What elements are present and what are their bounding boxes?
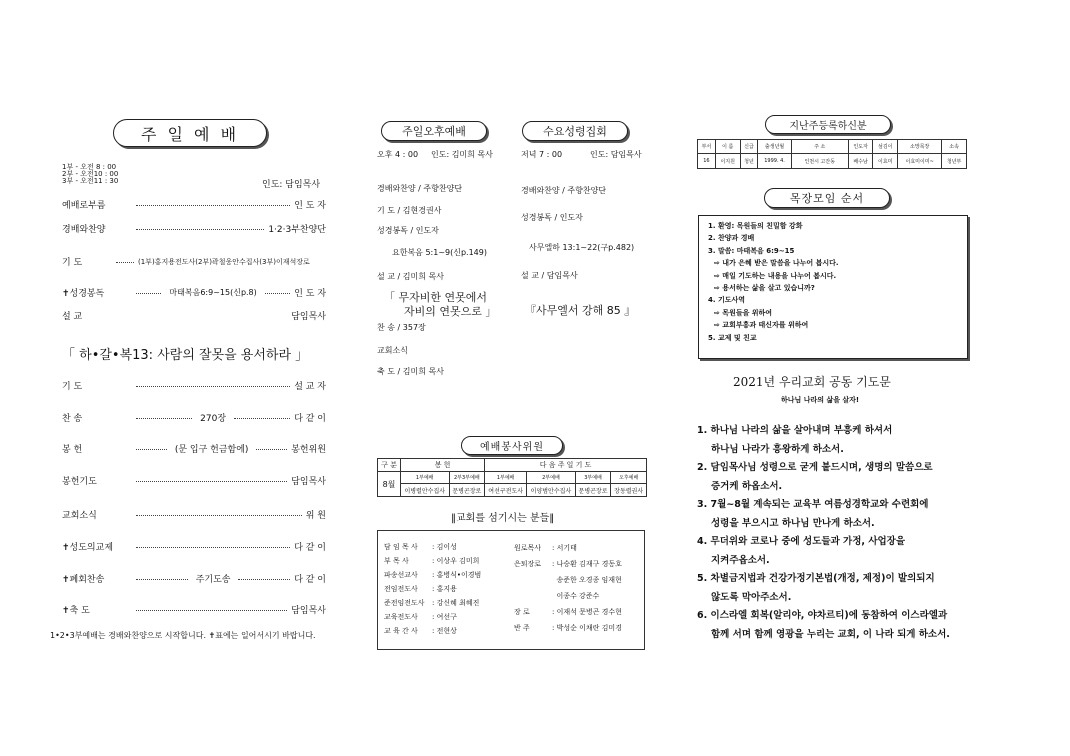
table-cell: 인천시 고잔동	[791, 154, 848, 169]
staff-names: 여선구	[436, 613, 457, 621]
service-time-3: 3부 - 오전11 : 30	[62, 177, 119, 185]
order-right: 담임목사	[291, 477, 326, 487]
staff-role: 담 임 목 사	[384, 543, 418, 551]
afternoon-leader: 인도: 김미희 목사	[431, 150, 493, 159]
newcomer-title: 지난주등록하신분	[789, 121, 867, 132]
order-item	[62, 572, 326, 585]
order-item	[62, 222, 326, 235]
prayer-line: 함께 서며 함께 영광을 누리는 교회, 이 나라 되게 하소서.	[711, 628, 950, 640]
order-item	[62, 540, 326, 553]
table-cell: 이효미이미~	[898, 154, 942, 169]
table-cell: 16	[698, 154, 716, 169]
prayer-line: 1. 하나님 나라의 삶을 살아내며 부흥케 하셔서	[697, 425, 893, 436]
service-time-2: 2부 - 오전10 : 00	[62, 170, 119, 178]
service-committee-title: 예배봉사위원	[480, 442, 544, 453]
order-label: 봉헌기도	[62, 477, 97, 487]
table-header: 다 음 주 일 기 도	[485, 459, 647, 472]
order-mid: (1부)홍지용전도사(2부)곽철웅안수집사(3부)이재석장로	[138, 257, 310, 266]
table-cell: 이지원	[715, 154, 740, 169]
staff-row: 부 목 사 : 이상우 김미희	[384, 554, 481, 568]
cell-item: ⇨ 용서하는 삶을 살고 있습니까?	[714, 284, 815, 293]
table-cell: 이병렬안수집사	[401, 484, 450, 497]
staff-row: 장 로 : 이재석 문병곤 경수현	[514, 604, 622, 620]
staff-row: 교 육 간 사 : 전현상	[384, 624, 481, 638]
cell-item: 5. 교제 및 친교	[708, 333, 757, 342]
order-label: 설 교	[62, 312, 83, 322]
table-header: 소망목장	[898, 140, 942, 154]
cell-item: 3. 말씀: 마태복음 6:9~15	[708, 246, 795, 255]
table-header: 구 분	[378, 459, 401, 472]
cell-meeting-box	[698, 215, 968, 359]
order-right: 다 같 이	[294, 414, 326, 424]
staff-role: 부 목 사	[384, 557, 409, 565]
cell-item: 4. 기도사역	[708, 296, 746, 305]
staff-row: 파송선교사 : 홍병식•이경범	[384, 568, 481, 582]
order-right: 1·2·3부찬양단	[268, 225, 326, 235]
staff-names: 박성순 이채란 김미경	[556, 624, 622, 632]
table-header: 섬김이	[873, 140, 898, 154]
staff-row	[514, 588, 622, 604]
prayer-line: 증거케 하옵소서.	[711, 480, 783, 492]
prayer-line: 6. 이스라엘 회복(알리야, 야차르티)에 동참하여 이스라엘과	[697, 610, 948, 621]
order-right: 위 원	[305, 511, 326, 521]
afternoon-item: 축 도 / 김미희 목사	[377, 367, 444, 376]
wednesday-scripture: 사무엘하 13:1~22(구p.482)	[529, 243, 635, 252]
prayer-line: 성령을 부으시고 하나님 만나게 하소서.	[711, 517, 875, 529]
staff-names: 전현상	[436, 627, 457, 635]
staff-names: 홍지용	[436, 585, 457, 593]
cell-meeting-title-box	[764, 188, 890, 208]
order-item	[62, 442, 326, 455]
staff-role: 교육전도사	[384, 613, 418, 621]
table-cell: 이효미	[873, 154, 898, 169]
prayer-list	[697, 422, 950, 644]
staff-role: 원로목사	[514, 544, 542, 552]
cell-meeting-title: 목장모임 순서	[789, 192, 865, 205]
afternoon-item: 성경봉독 / 인도자	[377, 226, 439, 235]
table-subheader: 1부예배	[485, 472, 527, 484]
table-cell: 청년	[740, 154, 758, 169]
staff-names: 나승환 김재구 경동호	[556, 560, 622, 568]
wednesday-item: 성경봉독 / 인도자	[521, 213, 583, 222]
table-cell: 1999. 4.	[758, 154, 791, 169]
table-subheader: 3부예배	[575, 472, 611, 484]
staff-row: 전임전도사 : 홍지용	[384, 582, 481, 596]
cell-item: ⇨ 내가 은혜 받은 말씀을 나누어 봅시다.	[714, 259, 839, 268]
staff-names: 강신혜 최혜진	[436, 599, 480, 607]
cell-item: 1. 환영: 목원들의 친밀함 강화	[708, 222, 803, 230]
order-item	[62, 508, 326, 521]
staff-names: 이재석 문병곤 경수현	[556, 608, 622, 616]
table-header: 이 름	[715, 140, 740, 154]
table-cell: 장동렬권사	[611, 484, 647, 497]
sermon-title: 「 하•갈•복13: 사람의 잘못을 용서하라 」	[62, 348, 309, 363]
service-time-1: 1부 - 오전 8 : 00	[62, 163, 117, 171]
staff-names: 서기태	[556, 544, 577, 552]
sunday-service-title-box	[113, 119, 267, 147]
order-right: 설 교 자	[294, 382, 326, 392]
staff-row: 은퇴장로 : 나승환 김재구 경동호	[514, 556, 622, 572]
table-header: 봉 헌	[401, 459, 485, 472]
wednesday-item: 설 교 / 담임목사	[521, 271, 578, 280]
order-label: 찬 송	[62, 414, 83, 424]
prayer-line: 5. 차별금지법과 건강가정기본법(개정, 제정)이 발의되지	[697, 573, 935, 584]
service-times	[62, 164, 118, 185]
table-cell: 배수남	[848, 154, 873, 169]
staff-names: 홍병식•이경범	[436, 571, 482, 579]
table-header: 부서	[698, 140, 716, 154]
order-item	[62, 379, 326, 392]
order-right: 다 같 이	[294, 575, 326, 585]
order-label: ✝성도의교제	[62, 543, 114, 553]
wednesday-title: 수요성령집회	[543, 125, 607, 138]
table-header: 주 소	[791, 140, 848, 154]
wednesday-leader: 인도: 담임목사	[590, 150, 642, 159]
table-cell: 문병곤장로	[575, 484, 611, 497]
staff-row: 원로목사 : 서기태	[514, 540, 622, 556]
order-item	[62, 198, 326, 211]
afternoon-item: 찬 송 / 357장	[377, 323, 426, 332]
order-label: 기 도	[62, 382, 83, 392]
staff-title: ‖교회를 섬기시는 분들‖	[451, 513, 555, 524]
staff-role: 은퇴장로	[514, 560, 542, 568]
staff-role: 장 로	[514, 608, 530, 616]
order-item	[62, 255, 326, 268]
table-subheader: 오후예배	[611, 472, 647, 484]
wednesday-item: 경배와찬양 / 주향찬양단	[521, 186, 607, 195]
table-subheader: 2부3부예배	[449, 472, 485, 484]
staff-box	[377, 530, 645, 650]
prayer-subtitle: 하나님 나라의 삶을 살자!	[781, 396, 860, 404]
staff-role: 파송선교사	[384, 571, 418, 579]
afternoon-time: 오후 4 : 00	[377, 150, 419, 159]
staff-row: 준전임전도사 : 강신혜 최혜진	[384, 596, 481, 610]
order-right: 담임목사	[291, 606, 326, 616]
prayer-line: 않도록 막아주소서.	[711, 591, 792, 603]
wednesday-time: 저녁 7 : 00	[521, 150, 563, 159]
afternoon-item: 경배와찬양 / 주향찬양단	[377, 184, 463, 193]
order-right: 다 같 이	[294, 543, 326, 553]
staff-role: 준전임전도사	[384, 599, 425, 607]
order-label: ✝축 도	[62, 606, 90, 616]
afternoon-item: 설 교 / 김미희 목사	[377, 272, 444, 281]
order-mid: 주기도송	[195, 575, 231, 585]
order-mid: 270장	[200, 414, 227, 424]
order-label: 예배로부름	[62, 201, 106, 211]
table-cell: 이양범안수집사	[527, 484, 576, 497]
order-mid: (문 입구 헌금함에)	[174, 445, 249, 455]
staff-row	[514, 572, 622, 588]
service-committee-title-box	[461, 436, 563, 455]
staff-names: 송준한 오경종 임재현	[556, 576, 622, 584]
staff-role: 교 육 간 사	[384, 627, 418, 635]
order-item	[62, 286, 326, 299]
table-header: 인도자	[848, 140, 873, 154]
cell-item: 2. 찬양과 경배	[708, 234, 755, 243]
order-item	[62, 309, 326, 322]
prayer-line: 4. 무더위와 코로나 중에 성도들과 가정, 사업장을	[697, 536, 906, 547]
order-right: 봉헌위원	[291, 445, 327, 455]
staff-names: 김이성	[436, 543, 457, 551]
table-subheader: 1부예배	[401, 472, 450, 484]
table-cell: 청년부	[942, 154, 967, 169]
wednesday-sermon: 『사무엘서 강해 85 』	[525, 304, 636, 317]
staff-row: 반 주 : 박성순 이채란 김미경	[514, 620, 622, 636]
afternoon-scripture: 요한복음 5:1~9(신p.149)	[392, 248, 487, 257]
wednesday-title-box	[522, 121, 628, 141]
afternoon-title-box	[381, 121, 487, 141]
order-label: ✝폐회찬송	[62, 575, 105, 585]
newcomer-table	[697, 139, 967, 169]
order-label: 기 도	[62, 258, 83, 268]
cell-item: ⇨ 교회부흥과 태신자를 위하여	[714, 321, 809, 330]
service-committee-table	[377, 458, 647, 497]
service-note: 1•2•3부예배는 경배와찬양으로 시작합니다. ✝표에는 일어서시기 바랍니다.	[50, 631, 316, 640]
order-item	[62, 474, 326, 487]
service-times-leader: 인도: 담임목사	[262, 180, 321, 190]
prayer-line: 2. 담임목사님 성령으로 굳게 붙드시며, 생명의 말씀으로	[697, 462, 933, 473]
prayer-line: 3. 7월~8월 계속되는 교육부 여름성경학교와 수련회에	[697, 499, 929, 510]
staff-role: 반 주	[514, 624, 530, 632]
table-subheader: 2부예배	[527, 472, 576, 484]
afternoon-title: 주일오후예배	[402, 125, 466, 138]
order-label: ✝성경봉독	[62, 289, 105, 299]
table-header: 신급	[740, 140, 758, 154]
afternoon-sermon-line-1: 「 무자비한 연못에서	[384, 291, 488, 304]
table-header: 출생년월	[758, 140, 791, 154]
order-item	[62, 603, 326, 616]
order-item	[62, 411, 326, 424]
afternoon-item: 교회소식	[377, 346, 408, 355]
afternoon-item: 기 도 / 김현경권사	[377, 206, 442, 215]
prayer-title: 2021년 우리교회 공동 기도문	[733, 375, 891, 389]
cell-item: ⇨ 목원들을 위하여	[714, 308, 773, 317]
staff-role: 전임전도사	[384, 585, 418, 593]
order-label: 교회소식	[62, 511, 97, 521]
table-header: 소속	[942, 140, 967, 154]
table-cell: 여선구전도사	[485, 484, 527, 497]
table-month: 8월	[378, 472, 401, 497]
sunday-service-title: 주 일 예 배	[140, 124, 240, 144]
newcomer-title-box	[765, 115, 891, 134]
order-label: 봉 헌	[62, 445, 83, 455]
order-right: 인 도 자	[294, 289, 327, 299]
afternoon-sermon-line-2: 자비의 연못으로 」	[404, 305, 497, 318]
staff-names: 이상우 김미희	[436, 557, 480, 565]
order-right: 담임목사	[291, 312, 326, 322]
order-right: 인 도 자	[294, 201, 326, 211]
order-mid: 마태복음6:9~15(신p.8)	[169, 288, 257, 297]
staff-names: 이종수 강준수	[556, 592, 600, 600]
order-label: 경배와찬양	[62, 225, 106, 235]
cell-item: ⇨ 매일 기도하는 내용을 나누어 봅시다.	[714, 271, 837, 280]
staff-row: 담 임 목 사 : 김이성	[384, 540, 481, 554]
prayer-line: 지켜주옵소서.	[711, 554, 770, 566]
staff-row: 교육전도사 : 여선구	[384, 610, 481, 624]
table-cell: 문병곤장로	[449, 484, 485, 497]
prayer-line: 하나님 나라가 흥왕하게 하소서.	[711, 443, 844, 455]
